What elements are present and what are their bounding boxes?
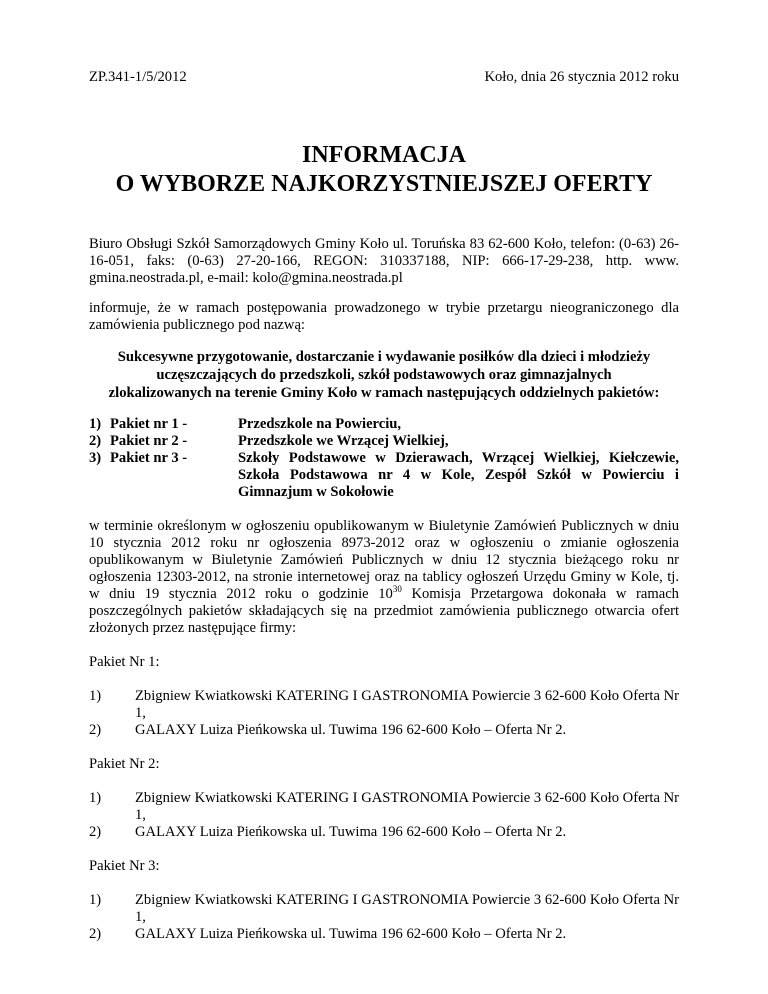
reference-number: ZP.341-1/5/2012	[89, 69, 187, 85]
package-item	[89, 450, 679, 501]
informs-paragraph: informuje, że w ramach postępowania prowadzonego w trybie przetargu nieograniczonego dla zamówienia publicznego pod nazwą:	[89, 300, 679, 333]
package-number: 3)	[89, 450, 102, 466]
package-number: 1)	[89, 416, 102, 432]
time-minutes-superscript: 30	[392, 584, 402, 594]
package-item	[89, 433, 679, 450]
issuer-paragraph: Biuro Obsługi Szkół Samorządowych Gminy Koło ul. Toruńska 83 62-600 Koło, telefon: (0-63) 26-16-051, faks: (0-63) 27-20-166, REGON: 310337188, NIP: 666-17-29-238, http. www. gmina.neostrada.pl, e-mail: kolo@gmina.neostrada.pl	[89, 236, 679, 286]
pakiet-section-1	[89, 654, 679, 739]
subject-line-3: zlokalizowanych na terenie Gminy Koło w ramach następujących oddzielnych pakietów:	[108, 385, 660, 401]
pakiet-title: Pakiet Nr 2:	[89, 756, 160, 772]
package-number: 2)	[89, 433, 102, 449]
package-description: Przedszkole we Wrzącej Wielkiej,	[238, 433, 449, 449]
pakiet-section-3	[89, 858, 679, 943]
offer-item: 1) Zbigniew Kwiatkowski KATERING I GASTRONOMIA Powiercie 3 62-600 Koło Oferta Nr 1,	[89, 892, 679, 925]
offer-list	[89, 892, 679, 943]
package-description: Przedszkole na Powierciu,	[238, 416, 402, 432]
pakiet-title: Pakiet Nr 3:	[89, 858, 160, 874]
offer-item: 1) Zbigniew Kwiatkowski KATERING I GASTRONOMIA Powiercie 3 62-600 Koło Oferta Nr 1,	[89, 688, 679, 721]
offer-list	[89, 790, 679, 841]
title-line-2: O WYBORZE NAJKORZYSTNIEJSZEJ OFERTY	[115, 171, 653, 197]
pakiet-title: Pakiet Nr 1:	[89, 654, 160, 670]
package-description: Szkoły Podstawowe w Dzierawach, Wrzącej Wielkiej, Kiełczewie, Szkoła Podstawowa nr 4 w Kole, Zespół Szkół w Powierciu i Gimnazjum w Sokołowie	[238, 450, 679, 500]
subject-line-1: Sukcesywne przygotowanie, dostarczanie i wydawanie posiłków dla dzieci i młodzieży	[117, 349, 651, 365]
document-body	[89, 236, 679, 943]
pakiet-section-2	[89, 756, 679, 841]
offer-item: 2) GALAXY Luiza Pieńkowska ul. Tuwima 196 62-600 Koło – Oferta Nr 2.	[89, 722, 567, 738]
package-item	[89, 416, 679, 433]
package-label: Pakiet nr 2 -	[110, 433, 188, 449]
package-list	[89, 416, 679, 501]
package-label: Pakiet nr 3 -	[110, 450, 188, 466]
document-header	[89, 69, 679, 86]
offer-item: 2) GALAXY Luiza Pieńkowska ul. Tuwima 196 62-600 Koło – Oferta Nr 2.	[89, 926, 567, 942]
document-title	[0, 141, 768, 199]
contract-subject	[89, 348, 679, 402]
offer-item: 1) Zbigniew Kwiatkowski KATERING I GASTRONOMIA Powiercie 3 62-600 Koło Oferta Nr 1,	[89, 790, 679, 823]
place-and-date: Koło, dnia 26 stycznia 2012 roku	[484, 69, 679, 85]
offer-list	[89, 688, 679, 739]
title-line-1: INFORMACJA	[302, 142, 466, 168]
term-paragraph: w terminie określonym w ogłoszeniu opublikowanym w Biuletynie Zamówień Publicznych w dniu 10 stycznia 2012 roku nr ogłoszenia 8973-2012 oraz w ogłoszeniu o zmianie ogłoszenia opublikowanym w Biuletynie Zamówień Publicznych w dniu 12 stycznia bieżącego roku nr ogłoszenia 12303-2012, na stronie internetowej oraz na tablicy ogłoszeń Urzędu Gminy w Kole, tj. w dniu 19 stycznia 2012 roku o godzinie $10^{30}$ Komisja Przetargowa dokonała w ramach poszczególnych pakietów składających się na przedmiot zamówienia publicznego otwarcia ofert złożonych przez następujące firmy:	[89, 518, 679, 636]
subject-line-2: uczęszczających do przedszkoli, szkół podstawowych oraz gimnazjalnych	[156, 367, 612, 383]
package-label: Pakiet nr 1 -	[110, 416, 188, 432]
offer-item: 2) GALAXY Luiza Pieńkowska ul. Tuwima 196 62-600 Koło – Oferta Nr 2.	[89, 824, 567, 840]
